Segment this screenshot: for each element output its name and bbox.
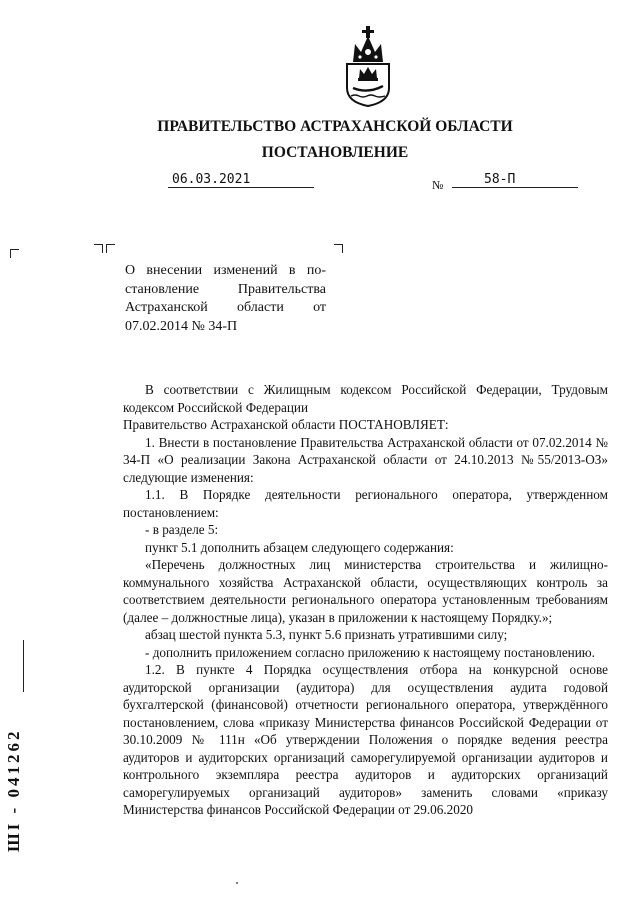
- corner-mark-mid-2: [106, 244, 115, 253]
- corner-mark-mid-1: [94, 244, 103, 253]
- margin-serial-code: ШI - 041262: [4, 728, 23, 852]
- corner-mark-right: [334, 244, 343, 253]
- document-subject: [125, 262, 326, 336]
- subject-line: становление Правительства: [125, 281, 326, 297]
- number-label: №: [432, 178, 444, 192]
- margin-line: [23, 640, 24, 692]
- body-paragraph: В соответствии с Жилищным кодексом Российской Федерации, Трудовым кодексом Российской Федерации: [123, 382, 608, 415]
- subject-line: Астраханской области от: [125, 300, 326, 315]
- document-type: ПОСТАНОВЛЕНИЕ: [261, 144, 409, 161]
- corner-mark-left: [10, 249, 19, 258]
- subject-line: 07.02.2014 № 34-П: [125, 318, 238, 334]
- scan-dot: [236, 882, 238, 884]
- document-body: [123, 381, 608, 819]
- body-paragraph: 1.2. В пункте 4 Порядка осуществления отбора на конкурсной основе аудиторской организации (аудитора) для осуществления аудита годовой бухгалтерской (финансовой) отчетности регионального оператора, утверждённого постановлением, слова «приказу Министерства финансов Российской Федерации от 30.10.2009 № 111н «Об утверждении Положения о порядке ведения реестра аудиторов и аудиторских организаций саморегулируемой организации аудиторов и контрольного экземпляра реестра аудиторов и аудиторских организаций саморегулируемых организаций аудиторов» заменить словами «приказу Министерства финансов Российской Федерации от 29.06.2020: [123, 662, 608, 817]
- org-name: ПРАВИТЕЛЬСТВО АСТРАХАНСКОЙ ОБЛАСТИ: [157, 118, 513, 135]
- subject-line: О внесении изменений в по-: [125, 263, 326, 278]
- body-paragraph: пункт 5.1 дополнить абзацем следующего содержания:: [145, 539, 454, 555]
- body-paragraph: - в разделе 5:: [145, 522, 219, 537]
- body-paragraph: абзац шестой пункта 5.3, пункт 5.6 признать утратившими силу;: [145, 627, 508, 642]
- header-title: [150, 114, 520, 166]
- document-number: 58-П: [452, 172, 578, 188]
- body-paragraph: 1.1. В Порядке деятельности регионального оператора, утвержденном постановлением:: [123, 487, 608, 520]
- document-date: 06.03.2021: [168, 172, 314, 188]
- body-paragraph: «Перечень должностных лиц министерства строительства и жилищно-коммунального хозяйства Астраханской области, осуществляющих контроль за соответствием деятельности регионального оператора установленным требованиям (далее – должностные лица), указан в приложении к настоящему Порядку.»;: [123, 557, 608, 625]
- body-paragraph: 1. Внести в постановление Правительства Астраханской области от 07.02.2014 № 34-П «О реализации Закона Астраханской области от 24.10.2013 №55/2013-ОЗ» следующие изменения:: [123, 434, 608, 485]
- body-paragraph: Правительство Астраханской области ПОСТАНОВЛЯЕТ:: [123, 417, 449, 432]
- body-paragraph: - дополнить приложением согласно приложению к настоящему постановлению.: [145, 644, 595, 660]
- astrakhan-coat-of-arms-icon: [341, 22, 395, 108]
